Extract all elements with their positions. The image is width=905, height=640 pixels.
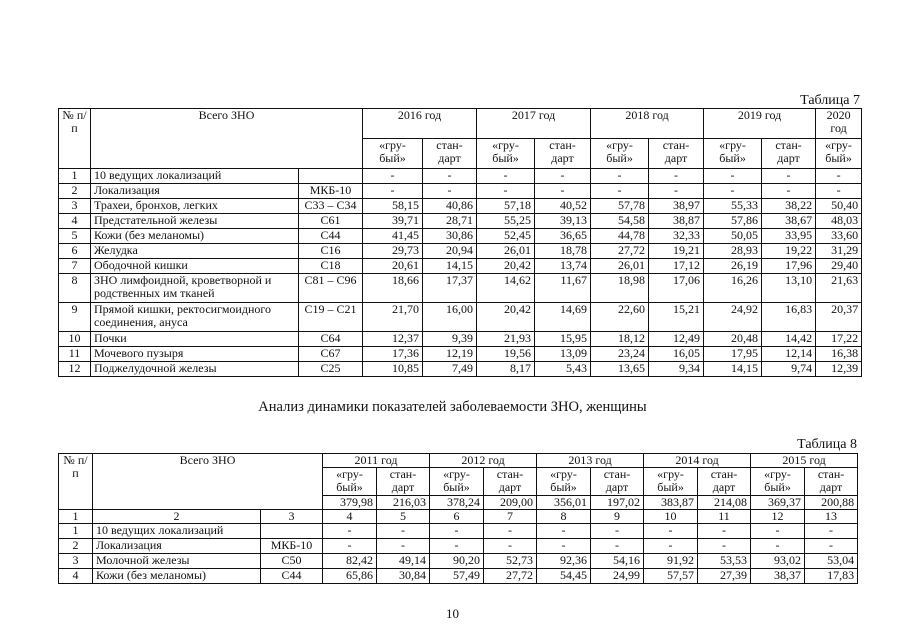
row-value: 40,86 (423, 199, 477, 214)
row-value: 26,01 (477, 244, 535, 259)
row-value: 19,21 (649, 244, 704, 259)
row-localization: Мочевого пузыря (91, 347, 299, 362)
table-row (59, 524, 858, 539)
row-localization: Кожи (без меланомы) (91, 229, 299, 244)
row-value: 57,49 (430, 569, 484, 584)
row-localization: ЗНО лимфоидной, кроветворной и родственных им тканей (91, 274, 299, 303)
row-value: 30,84 (377, 569, 430, 584)
header-year: 2016 год (363, 109, 477, 139)
row-value: - (591, 539, 644, 554)
row-number: 2 (59, 539, 93, 554)
header-crude: «гру- бый» (430, 468, 484, 496)
table-row (59, 199, 862, 214)
row-value: 57,86 (704, 214, 762, 229)
row-value: - (698, 539, 751, 554)
row-localization: Локализация (93, 539, 261, 554)
row-value: 24,92 (704, 303, 762, 332)
header-crude: «гру- бый» (704, 139, 762, 169)
row-localization: 10 ведущих локализаций (93, 524, 261, 539)
row-value: 52,45 (477, 229, 535, 244)
row-value: - (484, 539, 537, 554)
row-value: 58,15 (363, 199, 423, 214)
header-std: стан- дарт (698, 468, 751, 496)
row-value: - (363, 184, 423, 199)
total-value: 197,02 (591, 496, 644, 510)
total-value: 200,88 (805, 496, 858, 510)
row-value: - (704, 184, 762, 199)
row-value: 9,74 (762, 362, 816, 377)
row-value: 8,17 (477, 362, 535, 377)
row-value: - (805, 524, 858, 539)
row-value: 29,40 (816, 259, 862, 274)
row-value: 57,78 (591, 199, 649, 214)
row-value: 12,37 (363, 332, 423, 347)
row-value: - (591, 169, 649, 184)
header-std: стан- дарт (484, 468, 537, 496)
row-value: 29,73 (363, 244, 423, 259)
row-value: 55,25 (477, 214, 535, 229)
row-value: 50,05 (704, 229, 762, 244)
column-number: 7 (484, 510, 537, 524)
row-value: 54,58 (591, 214, 649, 229)
row-localization: Ободочной кишки (91, 259, 299, 274)
row-number: 8 (59, 274, 91, 303)
row-value: - (698, 524, 751, 539)
table-row (59, 303, 862, 332)
total-value: 379,98 (323, 496, 377, 510)
column-number: 11 (698, 510, 751, 524)
row-value: - (591, 524, 644, 539)
table-row (59, 214, 862, 229)
total-value: 214,08 (698, 496, 751, 510)
row-value: - (805, 539, 858, 554)
header-std: стан- дарт (649, 139, 704, 169)
header-year: 2013 год (537, 454, 644, 468)
row-value: 16,05 (649, 347, 704, 362)
row-value: 16,26 (704, 274, 762, 303)
row-value: 12,49 (649, 332, 704, 347)
row-value: 19,56 (477, 347, 535, 362)
row-value: 52,73 (484, 554, 537, 569)
row-value: 33,95 (762, 229, 816, 244)
total-value: 209,00 (484, 496, 537, 510)
row-number: 1 (59, 524, 93, 539)
header-crude: «гру- бый» (323, 468, 377, 496)
row-value: - (591, 184, 649, 199)
row-value: - (477, 169, 535, 184)
table-row (59, 362, 862, 377)
row-value: 13,74 (535, 259, 591, 274)
row-value: 17,83 (805, 569, 858, 584)
table-row (59, 539, 858, 554)
row-value: - (430, 539, 484, 554)
row-value: 18,66 (363, 274, 423, 303)
row-value: 27,72 (591, 244, 649, 259)
header-all: Всего ЗНО (91, 109, 363, 169)
total-value: 378,24 (430, 496, 484, 510)
row-value: 41,45 (363, 229, 423, 244)
row-value: 17,95 (704, 347, 762, 362)
row-value: - (649, 169, 704, 184)
row-icd-code: С25 (299, 362, 363, 377)
row-value: 9,34 (649, 362, 704, 377)
row-value: 93,02 (751, 554, 805, 569)
header-year: 2019 год (704, 109, 816, 139)
total-value: 369,37 (751, 496, 805, 510)
table-row (59, 332, 862, 347)
row-value: - (816, 184, 862, 199)
row-localization: Локализация (91, 184, 299, 199)
header-crude: «гру- бый» (751, 468, 805, 496)
column-number: 4 (323, 510, 377, 524)
row-value: - (377, 539, 430, 554)
row-value: - (649, 184, 704, 199)
section-heading: Анализ динамики показателей заболеваемости ЗНО, женщины (258, 399, 647, 415)
row-value: 27,39 (698, 569, 751, 584)
header-std: стан- дарт (805, 468, 858, 496)
row-value: 17,36 (363, 347, 423, 362)
row-localization: Молочной железы (93, 554, 261, 569)
column-number: 8 (537, 510, 591, 524)
column-number: 9 (591, 510, 644, 524)
row-value: 20,42 (477, 259, 535, 274)
row-value: 30,86 (423, 229, 477, 244)
row-number: 6 (59, 244, 91, 259)
row-value: - (323, 524, 377, 539)
header-num: № п/п (59, 454, 93, 510)
row-value: - (816, 169, 862, 184)
row-localization: Почки (91, 332, 299, 347)
row-value: 9,39 (423, 332, 477, 347)
row-value: 16,38 (816, 347, 862, 362)
row-icd-code (261, 524, 323, 539)
row-value: 15,21 (649, 303, 704, 332)
row-value: 22,60 (591, 303, 649, 332)
row-number: 10 (59, 332, 91, 347)
row-value: - (363, 169, 423, 184)
row-value: 26,01 (591, 259, 649, 274)
row-icd-code: С19 – С21 (299, 303, 363, 332)
table-8-caption: Таблица 8 (797, 437, 857, 452)
row-value: 57,57 (644, 569, 698, 584)
row-value: 40,52 (535, 199, 591, 214)
row-number: 7 (59, 259, 91, 274)
row-value: - (751, 524, 805, 539)
row-value: 36,65 (535, 229, 591, 244)
row-value: - (323, 539, 377, 554)
row-number: 5 (59, 229, 91, 244)
row-value: 54,16 (591, 554, 644, 569)
row-value: 90,20 (430, 554, 484, 569)
row-value: 20,42 (477, 303, 535, 332)
row-value: 26,19 (704, 259, 762, 274)
row-number: 11 (59, 347, 91, 362)
row-number: 2 (59, 184, 91, 199)
row-value: 14,42 (762, 332, 816, 347)
row-localization: Прямой кишки, ректосигмоидного соединения, ануса (91, 303, 299, 332)
column-number: 1 (59, 510, 93, 524)
row-value: 21,63 (816, 274, 862, 303)
row-value: 14,15 (423, 259, 477, 274)
row-number: 3 (59, 199, 91, 214)
header-year: 2015 год (751, 454, 858, 468)
column-number: 6 (430, 510, 484, 524)
row-value: 23,24 (591, 347, 649, 362)
total-value: 356,01 (537, 496, 591, 510)
row-value: 5,43 (535, 362, 591, 377)
row-value: 18,98 (591, 274, 649, 303)
row-value: 28,93 (704, 244, 762, 259)
row-value: 18,12 (591, 332, 649, 347)
row-value: 17,96 (762, 259, 816, 274)
header-year: 2014 год (644, 454, 751, 468)
row-value: 31,29 (816, 244, 862, 259)
header-std: стан- дарт (535, 139, 591, 169)
row-icd-code: МКБ-10 (261, 539, 323, 554)
row-value: 17,37 (423, 274, 477, 303)
column-number: 3 (261, 510, 323, 524)
row-value: 20,61 (363, 259, 423, 274)
row-value: 38,22 (762, 199, 816, 214)
row-value: 14,15 (704, 362, 762, 377)
row-localization: Трахеи, бронхов, легких (91, 199, 299, 214)
row-value: 17,12 (649, 259, 704, 274)
row-icd-code: С16 (299, 244, 363, 259)
row-value: 48,03 (816, 214, 862, 229)
row-value: 20,37 (816, 303, 862, 332)
row-value: 19,22 (762, 244, 816, 259)
row-value: 38,37 (751, 569, 805, 584)
table-row (59, 554, 858, 569)
header-std: стан- дарт (423, 139, 477, 169)
table-8 (58, 453, 858, 584)
row-value: - (535, 169, 591, 184)
row-value: 91,92 (644, 554, 698, 569)
total-value: 383,87 (644, 496, 698, 510)
row-value: 10,85 (363, 362, 423, 377)
header-crude: «гру- бый» (477, 139, 535, 169)
row-value: 53,04 (805, 554, 858, 569)
row-value: 20,94 (423, 244, 477, 259)
row-localization: Предстательной железы (91, 214, 299, 229)
row-icd-code (299, 169, 363, 184)
column-number: 2 (93, 510, 261, 524)
row-value: - (704, 169, 762, 184)
row-value: 16,00 (423, 303, 477, 332)
row-localization: Желудка (91, 244, 299, 259)
row-value: 57,18 (477, 199, 535, 214)
table-row (59, 229, 862, 244)
row-value: 54,45 (537, 569, 591, 584)
row-value: 65,86 (323, 569, 377, 584)
column-number: 5 (377, 510, 430, 524)
row-value: 21,93 (477, 332, 535, 347)
row-value: 17,06 (649, 274, 704, 303)
table-row (59, 244, 862, 259)
header-all: Всего ЗНО (93, 454, 323, 510)
header-std: стан- дарт (377, 468, 430, 496)
row-value: - (535, 184, 591, 199)
table-7-caption: Таблица 7 (800, 93, 860, 108)
row-icd-code: С81 – С96 (299, 274, 363, 303)
row-value: 14,62 (477, 274, 535, 303)
table-row (59, 184, 862, 199)
row-value: 12,14 (762, 347, 816, 362)
row-number: 9 (59, 303, 91, 332)
row-value: - (430, 524, 484, 539)
row-value: 82,42 (323, 554, 377, 569)
row-value: 21,70 (363, 303, 423, 332)
row-value: - (484, 524, 537, 539)
row-icd-code: МКБ-10 (299, 184, 363, 199)
row-value: - (644, 539, 698, 554)
row-localization: Поджелудочной железы (91, 362, 299, 377)
row-value: 14,69 (535, 303, 591, 332)
row-icd-code: С61 (299, 214, 363, 229)
total-value: 216,03 (377, 496, 430, 510)
table-row (59, 169, 862, 184)
row-value: 53,53 (698, 554, 751, 569)
row-value: 38,67 (762, 214, 816, 229)
header-year: 2017 год (477, 109, 591, 139)
row-value: 44,78 (591, 229, 649, 244)
table-7 (58, 108, 862, 377)
row-value: 38,97 (649, 199, 704, 214)
table-row (59, 259, 862, 274)
table-row (59, 569, 858, 584)
row-value: - (762, 184, 816, 199)
row-icd-code: С33 – С34 (299, 199, 363, 214)
row-value: 32,33 (649, 229, 704, 244)
row-value: 33,60 (816, 229, 862, 244)
row-value: 38,87 (649, 214, 704, 229)
row-value: 39,13 (535, 214, 591, 229)
row-value: 28,71 (423, 214, 477, 229)
page-number: 10 (446, 606, 459, 621)
row-value: - (762, 169, 816, 184)
row-value: 13,10 (762, 274, 816, 303)
row-number: 4 (59, 569, 93, 584)
header-crude: «гру- бый» (591, 139, 649, 169)
row-value: - (537, 539, 591, 554)
row-value: 13,65 (591, 362, 649, 377)
header-crude: «гру- бый» (363, 139, 423, 169)
row-value: 15,95 (535, 332, 591, 347)
table-row (59, 347, 862, 362)
column-number: 12 (751, 510, 805, 524)
table-row (59, 274, 862, 303)
column-number: 13 (805, 510, 858, 524)
row-value: 7,49 (423, 362, 477, 377)
row-value: 11,67 (535, 274, 591, 303)
row-value: - (644, 524, 698, 539)
row-value: 92,36 (537, 554, 591, 569)
header-num: № п/п (59, 109, 91, 169)
row-number: 1 (59, 169, 91, 184)
header-crude: «гру- бый» (644, 468, 698, 496)
header-std: стан- дарт (591, 468, 644, 496)
row-value: 50,40 (816, 199, 862, 214)
row-icd-code: С18 (299, 259, 363, 274)
row-value: 55,33 (704, 199, 762, 214)
row-icd-code: С44 (261, 569, 323, 584)
row-icd-code: С64 (299, 332, 363, 347)
row-value: 49,14 (377, 554, 430, 569)
row-value: 16,83 (762, 303, 816, 332)
row-value: - (477, 184, 535, 199)
header-year: 2020 год (816, 109, 862, 139)
row-value: 39,71 (363, 214, 423, 229)
row-localization: Кожи (без меланомы) (93, 569, 261, 584)
row-value: 27,72 (484, 569, 537, 584)
row-value: - (423, 184, 477, 199)
row-value: - (751, 539, 805, 554)
header-year: 2011 год (323, 454, 430, 468)
header-year: 2018 год (591, 109, 704, 139)
row-value: 20,48 (704, 332, 762, 347)
header-year: 2012 год (430, 454, 537, 468)
header-crude: «гру- бый» (537, 468, 591, 496)
row-number: 4 (59, 214, 91, 229)
row-value: 12,19 (423, 347, 477, 362)
row-value: 17,22 (816, 332, 862, 347)
row-value: 13,09 (535, 347, 591, 362)
row-value: 18,78 (535, 244, 591, 259)
row-value: - (423, 169, 477, 184)
row-value: - (537, 524, 591, 539)
row-value: 24,99 (591, 569, 644, 584)
row-number: 12 (59, 362, 91, 377)
row-localization: 10 ведущих локализаций (91, 169, 299, 184)
row-icd-code: С50 (261, 554, 323, 569)
column-number: 10 (644, 510, 698, 524)
row-icd-code: С67 (299, 347, 363, 362)
header-crude: «гру- бый» (816, 139, 862, 169)
row-icd-code: С44 (299, 229, 363, 244)
row-value: 12,39 (816, 362, 862, 377)
row-value: - (377, 524, 430, 539)
header-std: стан- дарт (762, 139, 816, 169)
row-number: 3 (59, 554, 93, 569)
